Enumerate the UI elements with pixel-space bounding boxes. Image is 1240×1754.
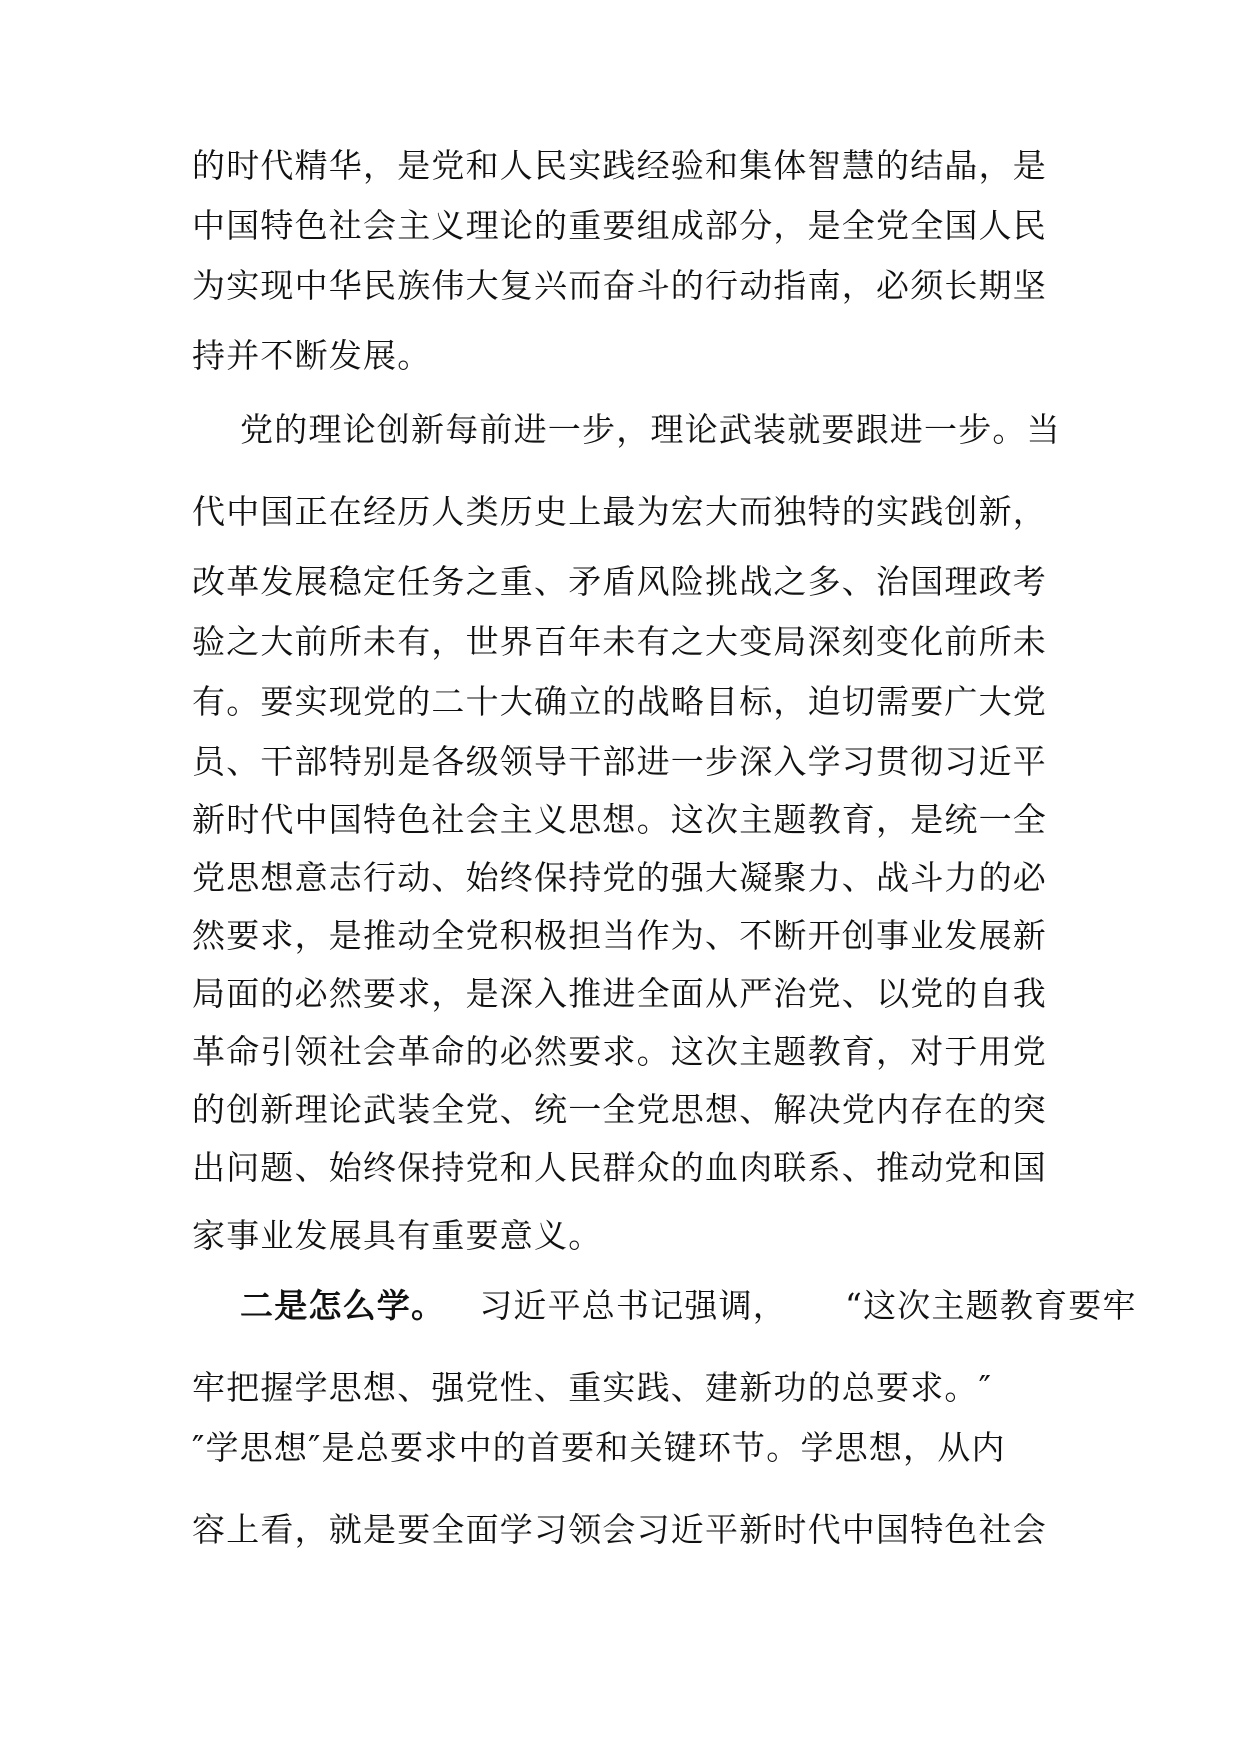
text-line: 验之大前所未有，世界百年未有之大变局深刻变化前所未 (192, 622, 1047, 661)
text-line: 牢把握学思想、强党性、重实践、建新功的总要求。″ (192, 1368, 993, 1407)
text-line: 有。要实现党的二十大确立的战略目标，迫切需要广大党 (192, 682, 1047, 721)
text-line: 为实现中华民族伟大复兴而奋斗的行动指南，必须长期坚 (192, 266, 1047, 305)
text-line: 新时代中国特色社会主义思想。这次主题教育，是统一全 (192, 800, 1047, 839)
text-line: 革命引领社会革命的必然要求。这次主题教育，对于用党 (192, 1032, 1047, 1071)
text-line: ″学思想″是总要求中的首要和关键环节。学思想，从内 (192, 1428, 1006, 1467)
text-line: 党思想意志行动、始终保持党的强大凝聚力、战斗力的必 (192, 858, 1047, 897)
text-line: 的创新理论武装全党、统一全党思想、解决党内存在的突 (192, 1090, 1047, 1129)
text-line: 然要求，是推动全党积极担当作为、不断开创事业发展新 (192, 916, 1047, 955)
section-intro: 习近平总书记强调， (479, 1286, 788, 1325)
section-2-first-line (240, 1284, 1137, 1328)
text-line: 持并不断发展。 (192, 336, 432, 375)
text-line: 中国特色社会主义理论的重要组成部分，是全党全国人民 (192, 206, 1047, 245)
text-line: 出问题、始终保持党和人民群众的血肉联系、推动党和国 (192, 1148, 1047, 1187)
section-quote-start: “这次主题教育要牢 (845, 1286, 1137, 1325)
text-line: 代中国正在经历人类历史上最为宏大而独特的实践创新， (192, 492, 1047, 531)
section-heading: 二是怎么学。 (240, 1286, 446, 1325)
text-line: 改革发展稳定任务之重、矛盾风险挑战之多、治国理政考 (192, 562, 1047, 601)
text-line: 容上看，就是要全面学习领会习近平新时代中国特色社会 (192, 1510, 1047, 1549)
text-line: 的时代精华，是党和人民实践经验和集体智慧的结晶，是 (192, 146, 1047, 185)
text-line: 员、干部特别是各级领导干部进一步深入学习贯彻习近平 (192, 742, 1047, 781)
paragraph-first-line: 党的理论创新每前进一步，理论武装就要跟进一步。当 (240, 410, 1061, 449)
text-line: 局面的必然要求，是深入推进全面从严治党、以党的自我 (192, 974, 1047, 1013)
text-line: 家事业发展具有重要意义。 (192, 1216, 603, 1255)
